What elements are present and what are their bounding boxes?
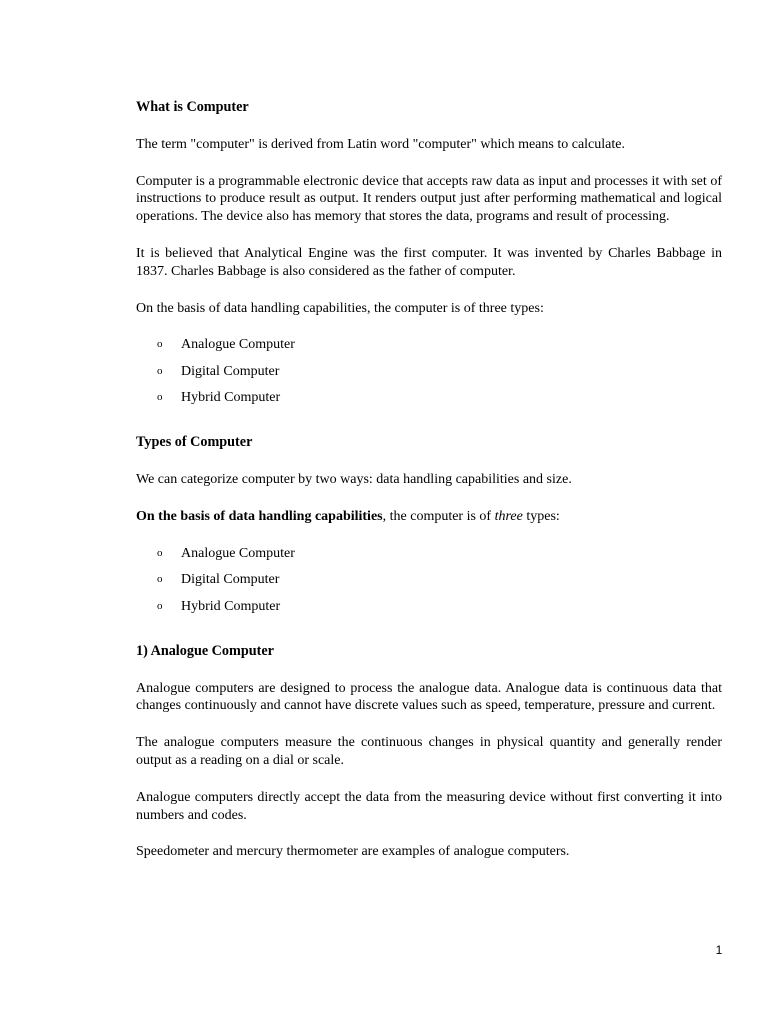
list-item-label: Hybrid Computer — [181, 598, 281, 614]
list-item — [136, 598, 722, 625]
paragraph-term-origin: The term "computer" is derived from Latin word "computer" which means to calculate. — [136, 136, 625, 152]
list-item — [136, 336, 722, 363]
list-item-label: Analogue Computer — [181, 337, 295, 353]
bullet-icon: o — [157, 546, 163, 559]
list-item — [136, 363, 722, 390]
paragraph-analogue-definition: Analogue computers are designed to process the analogue data. Analogue data is continuous data that changes continuously and cannot have discrete values such as speed, temperature, pressure and current. — [136, 680, 722, 714]
heading-analogue-computer: 1) Analogue Computer — [136, 642, 274, 659]
bullet-icon: o — [157, 599, 163, 612]
paragraph-analogue-examples: Speedometer and mercury thermometer are examples of analogue computers. — [136, 844, 570, 860]
list-item — [136, 545, 722, 572]
paragraph-analogue-accept: Analogue computers directly accept the data from the measuring device without first converting it into numbers and codes. — [136, 789, 722, 823]
heading-types-of-computer: Types of Computer — [136, 434, 253, 451]
list-item — [136, 571, 722, 598]
list-item-label: Analogue Computer — [181, 545, 295, 561]
bullet-icon: o — [157, 338, 163, 351]
list-item — [136, 389, 722, 416]
page-number: 1 — [715, 943, 723, 957]
text-fragment: types: — [522, 508, 560, 524]
paragraph-categorize: We can categorize computer by two ways: data handling capabilities and size. — [136, 472, 572, 488]
paragraph-data-handling-types — [136, 508, 722, 526]
heading-what-is-computer: What is Computer — [136, 99, 249, 115]
list-computer-types-1 — [136, 336, 722, 416]
bullet-icon: o — [157, 364, 163, 377]
list-computer-types-2 — [136, 545, 722, 625]
text-fragment: , the computer is of — [382, 508, 495, 524]
paragraph-computer-definition: Computer is a programmable electronic device that accepts raw data as input and processes it with set of instructions to produce result as output. It renders output just after performing mathematical and logical operations. The device also has memory that stores the data, programs and result of processing. — [136, 173, 722, 225]
document-page — [136, 99, 722, 861]
emphasis-three: three — [494, 508, 523, 524]
list-item-label: Hybrid Computer — [181, 390, 281, 406]
list-item-label: Digital Computer — [181, 572, 280, 588]
emphasis-data-handling: On the basis of data handling capabilities — [136, 508, 383, 524]
paragraph-analytical-engine: It is believed that Analytical Engine was the first computer. It was invented by Charles Babbage in 1837. Charles Babbage is also considered as the father of computer. — [136, 245, 722, 279]
bullet-icon: o — [157, 573, 163, 586]
bullet-icon: o — [157, 391, 163, 404]
list-item-label: Digital Computer — [181, 363, 280, 379]
paragraph-three-types-intro: On the basis of data handling capabilities, the computer is of three types: — [136, 300, 544, 316]
paragraph-analogue-measure: The analogue computers measure the continuous changes in physical quantity and generally render output as a reading on a dial or scale. — [136, 735, 722, 768]
